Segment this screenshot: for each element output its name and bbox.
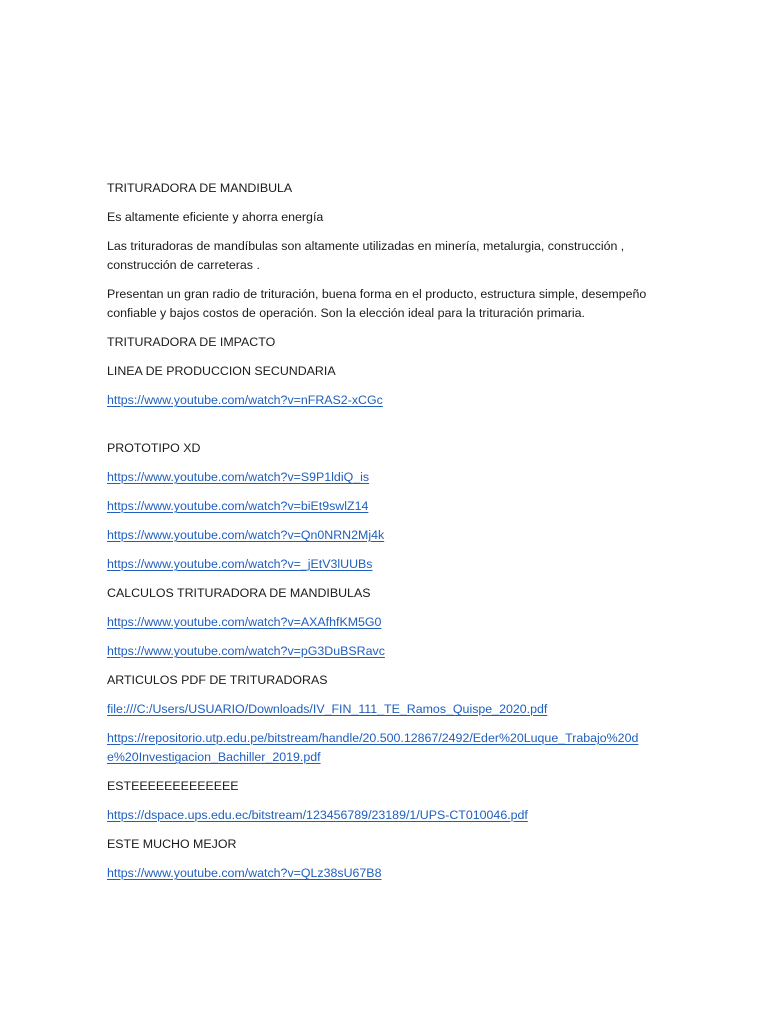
hyperlink-youtube[interactable]: https://www.youtube.com/watch?v=pG3DuBSRavc xyxy=(107,644,385,658)
heading-articulos-pdf: ARTICULOS PDF DE TRITURADORAS xyxy=(107,673,328,687)
hyperlink-dspace-pdf[interactable]: https://dspace.ups.edu.ec/bitstream/123456789/23189/1/UPS-CT010046.pdf xyxy=(107,808,528,822)
hyperlink-local-pdf[interactable]: file:///C:/Users/USUARIO/Downloads/IV_FIN_111_TE_Ramos_Quispe_2020.pdf xyxy=(107,702,548,716)
hyperlink-youtube[interactable]: https://www.youtube.com/watch?v=Qn0NRN2Mj4k xyxy=(107,528,385,542)
heading-trituradora-mandibula: TRITURADORA DE MANDIBULA xyxy=(107,181,293,195)
hyperlink-repositorio-pdf[interactable]: https://repositorio.utp.edu.pe/bitstream/handle/20.500.12867/2492/Eder%20Luque_Trabajo%20de%20Investigacion_Bachiller_2019.pdf xyxy=(107,731,639,764)
heading-calculos: CALCULOS TRITURADORA DE MANDIBULAS xyxy=(107,586,371,600)
hyperlink-youtube[interactable]: https://www.youtube.com/watch?v=QLz38sU67B8 xyxy=(107,866,382,880)
heading-trituradora-impacto: TRITURADORA DE IMPACTO xyxy=(107,335,276,349)
hyperlink-youtube[interactable]: https://www.youtube.com/watch?v=nFRAS2-xCGc xyxy=(107,393,383,407)
heading-prototipo: PROTOTIPO XD xyxy=(107,441,201,455)
paragraph-radio-trituracion: Presentan un gran radio de trituración, buena forma en el producto, estructura simple, desempeño confiable y bajos costos de operación. Son la elección ideal para la trituración primaria. xyxy=(107,287,647,320)
hyperlink-youtube[interactable]: https://www.youtube.com/watch?v=_jEtV3lUUBs xyxy=(107,557,373,571)
document-page xyxy=(107,179,647,893)
heading-este-mucho-mejor: ESTE MUCHO MEJOR xyxy=(107,837,237,851)
heading-linea-produccion: LINEA DE PRODUCCION SECUNDARIA xyxy=(107,364,336,378)
heading-esteeee: ESTEEEEEEEEEEEEE xyxy=(107,779,239,793)
hyperlink-youtube[interactable]: https://www.youtube.com/watch?v=S9P1ldiQ_is xyxy=(107,470,370,484)
paragraph-utilizadas: Las trituradoras de mandíbulas son altamente utilizadas en minería, metalurgia, construcción , construcción de carreteras . xyxy=(107,239,625,272)
hyperlink-youtube[interactable]: https://www.youtube.com/watch?v=biEt9swlZ14 xyxy=(107,499,369,513)
paragraph-eficiente: Es altamente eficiente y ahorra energía xyxy=(107,210,324,224)
hyperlink-youtube[interactable]: https://www.youtube.com/watch?v=AXAfhfKM5G0 xyxy=(107,615,382,629)
